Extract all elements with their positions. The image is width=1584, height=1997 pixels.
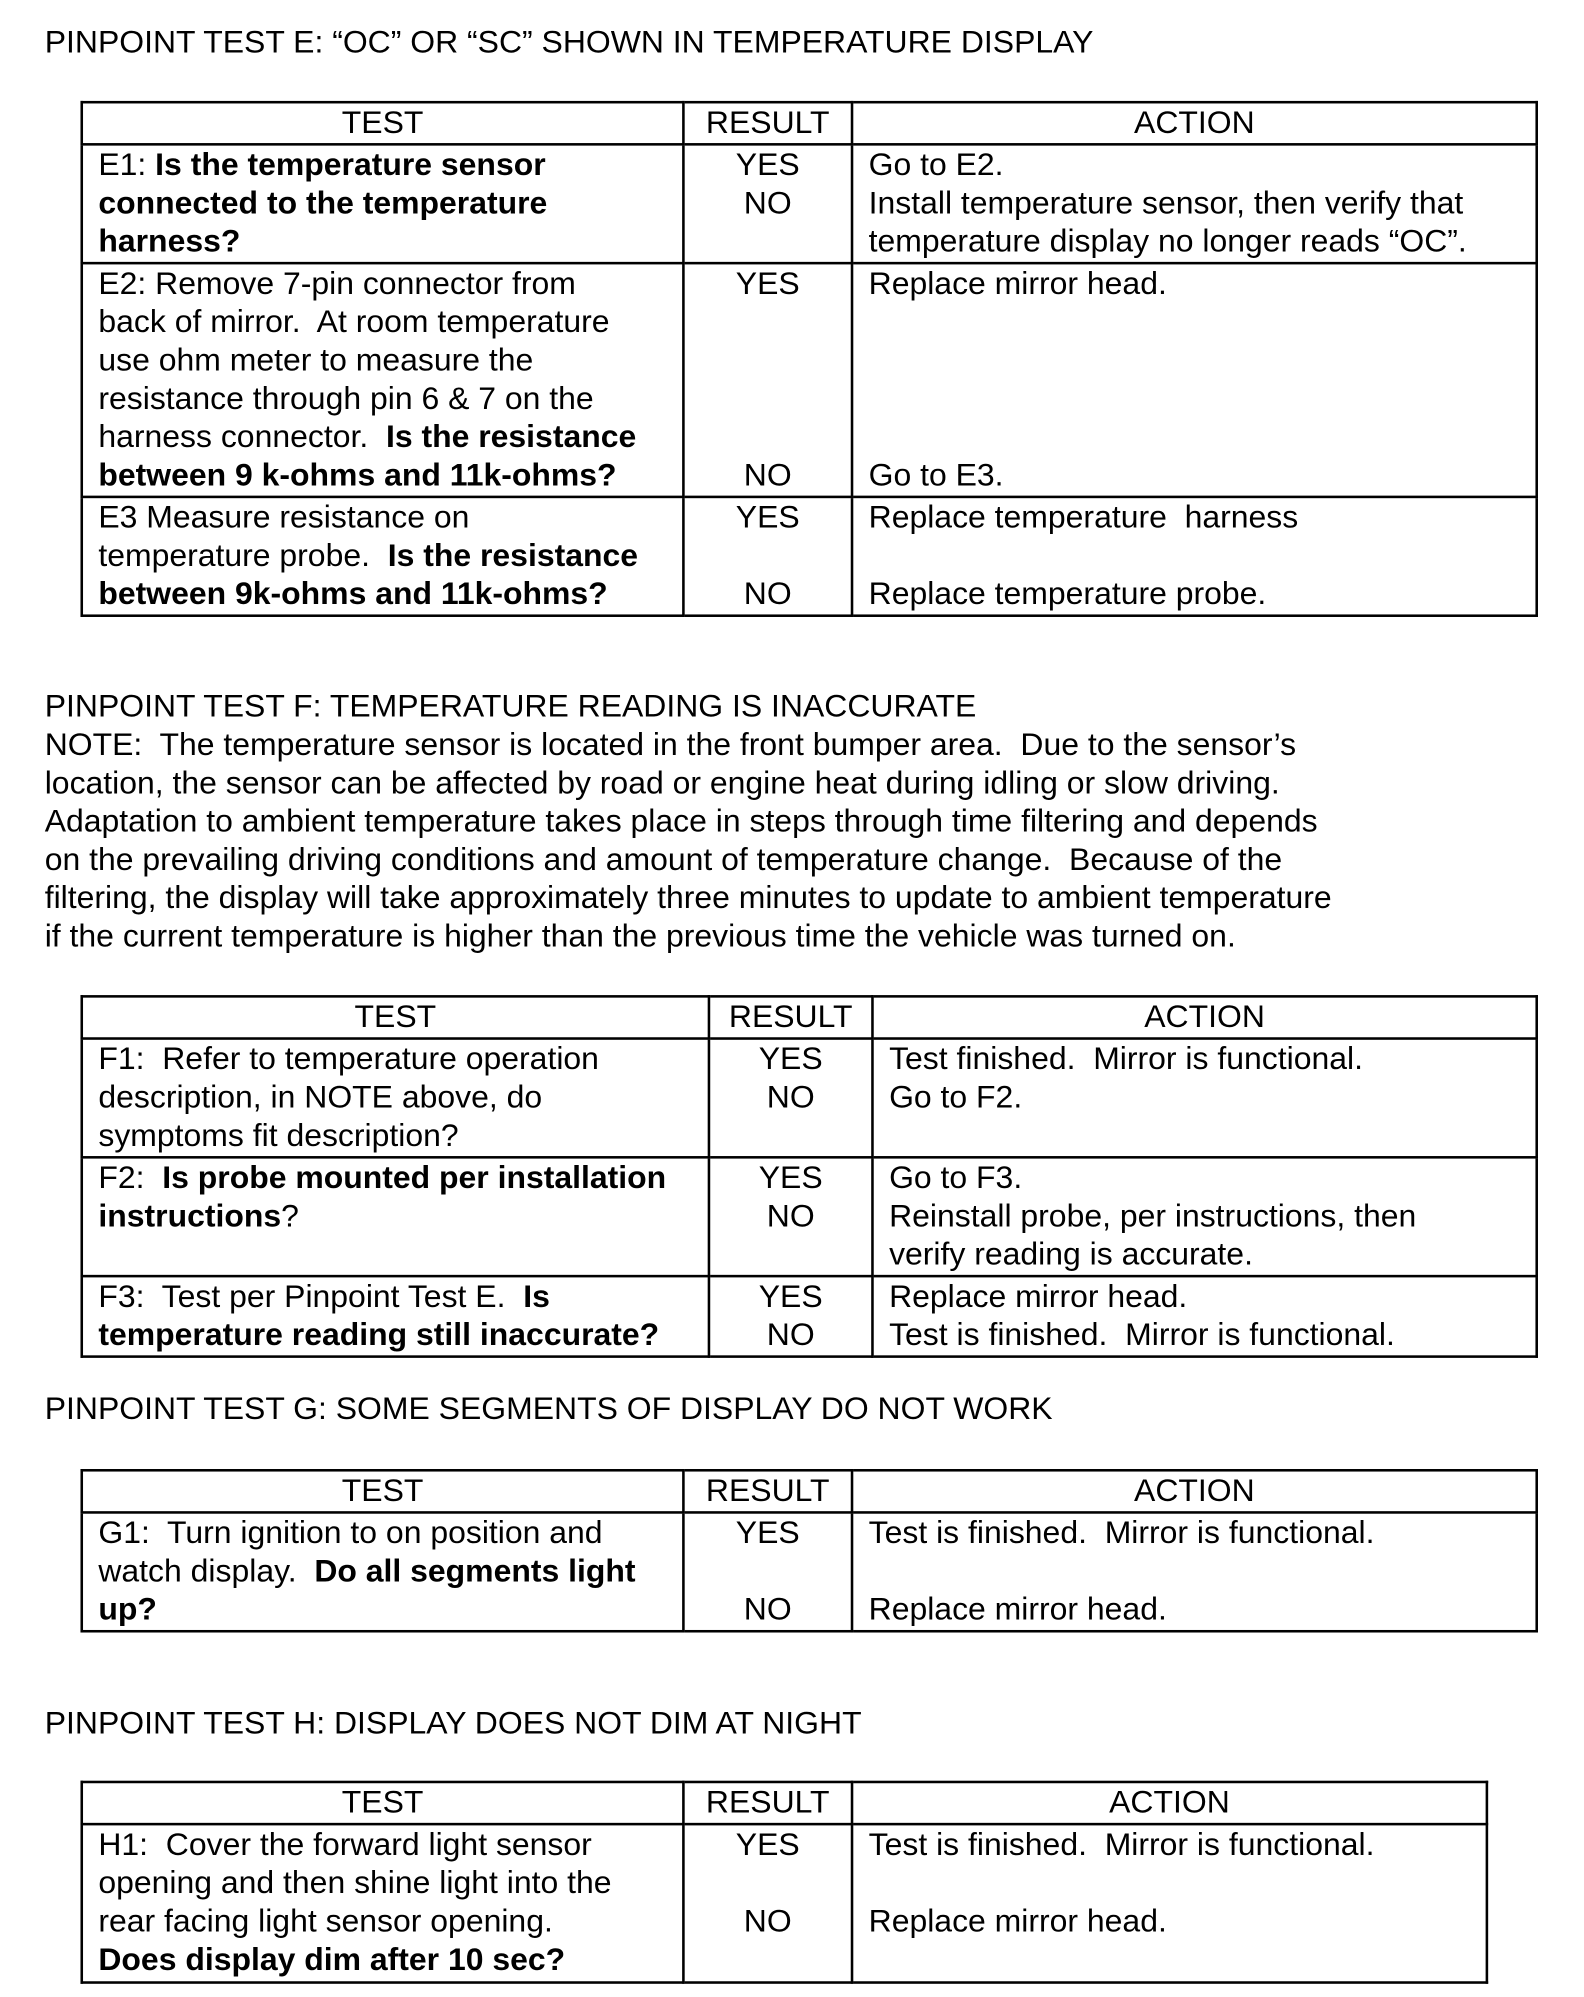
result-value [685, 537, 851, 575]
section-title: PINPOINT TEST E: “OC” OR “SC” SHOWN IN TEMPERATURE DISPLAY [44, 24, 1094, 61]
action-line: Reinstall probe, per instructions, then [889, 1198, 1417, 1234]
test-line [98, 1277, 707, 1315]
action-line: Go to F2. [889, 1079, 1023, 1116]
section-title: PINPOINT TEST F: TEMPERATURE READING IS INACCURATE [44, 688, 977, 725]
header-test: TEST [82, 996, 709, 1038]
table-row [82, 497, 1537, 616]
action-line [869, 379, 1536, 417]
header-test: TEST [82, 1782, 684, 1824]
pinpoint-test-table [80, 1781, 1488, 1984]
test-text: description, in NOTE above, do [98, 1079, 543, 1116]
test-cell [82, 144, 684, 263]
table-header-row [82, 996, 1537, 1038]
result-value: YES [758, 1041, 823, 1077]
section-title: PINPOINT TEST G: SOME SEGMENTS OF DISPLAY DO NOT WORK [44, 1391, 1053, 1427]
test-line [98, 418, 682, 456]
test-cell [82, 1276, 709, 1356]
result-value: NO [743, 1903, 792, 1940]
test-line [98, 1159, 707, 1197]
result-cell [683, 1512, 852, 1631]
test-text: watch display. [98, 1553, 315, 1590]
result-cell [709, 1157, 873, 1276]
test-line [98, 1552, 682, 1590]
result-cell [683, 144, 852, 263]
table-row [82, 1157, 1537, 1276]
test-line [98, 379, 682, 417]
test-cell [82, 1512, 684, 1631]
table-row [82, 1276, 1537, 1356]
note-line: if the current temperature is higher than the previous time the vehicle was turned on. [44, 918, 1236, 955]
test-text: F2: [98, 1159, 163, 1196]
bold-question: Is the temperature sensor [155, 146, 546, 183]
test-line [98, 264, 682, 302]
test-line [98, 1040, 707, 1078]
test-text: resistance through pin 6 & 7 on the [98, 380, 594, 417]
action-line: Test is finished. Mirror is functional. [868, 1514, 1375, 1551]
test-text: H1: Cover the forward light sensor [98, 1826, 592, 1863]
action-line: Go to E3. [868, 457, 1004, 494]
table-row [82, 1512, 1537, 1631]
bold-question: Is the resistance [387, 537, 639, 574]
action-line: Replace mirror head. [868, 1903, 1167, 1940]
test-text: E3 Measure resistance on [98, 499, 470, 536]
test-text: opening and then shine light into the [98, 1865, 612, 1901]
test-text: rear facing light sensor opening. [98, 1903, 553, 1940]
result-value: YES [735, 499, 800, 536]
test-cell [82, 1824, 684, 1982]
result-cell [683, 263, 852, 497]
bold-question: Does display dim after 10 sec? [98, 1941, 566, 1978]
header-result: RESULT [683, 102, 852, 144]
header-test: TEST [82, 102, 684, 144]
result-value [685, 418, 851, 456]
test-text: ? [281, 1198, 299, 1234]
test-line [98, 146, 682, 184]
action-line: Replace mirror head. [868, 1591, 1167, 1628]
test-cell [82, 263, 684, 497]
result-cell [709, 1276, 873, 1356]
action-cell [872, 1039, 1536, 1158]
test-text: G1: Turn ignition to on position and [98, 1514, 603, 1551]
test-line [98, 1940, 682, 1978]
result-value: YES [758, 1159, 823, 1196]
section-title: PINPOINT TEST H: DISPLAY DOES NOT DIM AT NIGHT [44, 1705, 862, 1742]
note-line: filtering, the display will take approximately three minutes to update to ambient temperature [44, 880, 1332, 916]
result-value: NO [743, 185, 792, 221]
test-line [98, 184, 682, 222]
table-header-row [82, 102, 1537, 144]
result-value: NO [743, 576, 792, 612]
action-cell [852, 1512, 1537, 1631]
bold-question: Is probe mounted per installation [162, 1159, 667, 1196]
bold-question: between 9 k-ohms and 11k-ohms? [98, 457, 617, 494]
test-text: use ohm meter to measure the [98, 342, 534, 379]
result-cell [683, 497, 852, 616]
action-cell [872, 1276, 1536, 1356]
result-value [685, 303, 851, 341]
action-line: Test is finished. Mirror is functional. [868, 1826, 1375, 1863]
action-line [869, 1552, 1536, 1590]
test-line [98, 222, 682, 260]
bold-question: harness? [98, 223, 241, 260]
action-cell [852, 1824, 1487, 1982]
note-line: location, the sensor can be affected by road or engine heat during idling or slow driving. [44, 765, 1280, 801]
action-cell [872, 1157, 1536, 1276]
test-line [98, 1902, 682, 1940]
header-result: RESULT [683, 1782, 852, 1824]
result-value: NO [743, 1591, 792, 1628]
header-result: RESULT [683, 1470, 852, 1512]
action-line: Install temperature sensor, then verify that [868, 185, 1464, 221]
action-line: temperature display no longer reads “OC”. [868, 223, 1467, 260]
header-action: ACTION [852, 1782, 1487, 1824]
note-line: NOTE: The temperature sensor is located in the front bumper area. Due to the sensor’s [44, 726, 1297, 763]
test-line [98, 1116, 707, 1154]
note-line: Adaptation to ambient temperature takes place in steps through time filtering and depends [44, 803, 1318, 840]
note-line: on the prevailing driving conditions and amount of temperature change. Because of the [44, 841, 1283, 878]
bold-question: temperature reading still inaccurate? [98, 1316, 660, 1353]
action-line [869, 418, 1536, 456]
note-paragraph [45, 726, 1332, 956]
table-row [82, 144, 1537, 263]
header-test: TEST [82, 1470, 684, 1512]
test-text: F1: Refer to temperature operation [98, 1041, 599, 1077]
test-line [98, 1590, 682, 1628]
action-line: Test is finished. Mirror is functional. [889, 1316, 1395, 1353]
test-text: back of mirror. At room temperature [98, 304, 610, 340]
table-row [82, 1824, 1487, 1982]
action-line [869, 1864, 1486, 1902]
test-text: E1: [98, 146, 156, 183]
table-row [82, 1039, 1537, 1158]
pinpoint-test-table [80, 1469, 1538, 1633]
action-line: Replace temperature harness [868, 499, 1299, 536]
action-line: verify reading is accurate. [889, 1236, 1253, 1273]
result-value: NO [766, 1198, 815, 1234]
table-row [82, 263, 1537, 497]
result-value: YES [758, 1278, 823, 1315]
result-value: NO [766, 1316, 815, 1353]
result-value [685, 1864, 851, 1902]
test-text: E2: Remove 7-pin connector from [98, 265, 576, 302]
pinpoint-test-table [80, 101, 1538, 617]
result-value: YES [735, 146, 800, 183]
action-line [869, 537, 1536, 575]
bold-question: Is [523, 1278, 550, 1315]
test-text: temperature probe. [98, 537, 388, 574]
table-header-row [82, 1782, 1487, 1824]
test-line [98, 456, 682, 494]
header-action: ACTION [872, 996, 1536, 1038]
result-value: NO [743, 457, 792, 494]
bold-question: Do all segments light [314, 1553, 636, 1590]
pinpoint-test-table [80, 995, 1538, 1358]
action-cell [852, 497, 1537, 616]
test-line [98, 537, 682, 575]
header-action: ACTION [852, 1470, 1537, 1512]
test-line [98, 303, 682, 341]
table-header-row [82, 1470, 1537, 1512]
test-line [98, 1078, 707, 1116]
action-line: Test finished. Mirror is functional. [889, 1041, 1363, 1077]
test-line [98, 1316, 707, 1354]
test-cell [82, 1039, 709, 1158]
result-value: YES [735, 1826, 800, 1863]
bold-question: up? [98, 1591, 157, 1628]
result-value [685, 1552, 851, 1590]
bold-question: connected to the temperature [98, 185, 548, 221]
header-action: ACTION [852, 102, 1537, 144]
result-value [685, 379, 851, 417]
header-result: RESULT [709, 996, 873, 1038]
result-cell [709, 1039, 873, 1158]
test-line [98, 1825, 682, 1863]
action-line: Go to F3. [889, 1159, 1023, 1196]
test-cell [82, 497, 684, 616]
test-line [98, 341, 682, 379]
result-value: YES [735, 1514, 800, 1551]
result-value [685, 222, 851, 260]
bold-question: instructions [98, 1198, 282, 1234]
result-value: NO [766, 1079, 815, 1116]
result-value: YES [735, 265, 800, 302]
bold-question: Is the resistance [385, 418, 637, 455]
result-cell [683, 1824, 852, 1982]
action-line: Replace temperature probe. [868, 576, 1267, 612]
test-line [98, 498, 682, 536]
test-line [98, 1514, 682, 1552]
action-cell [852, 144, 1537, 263]
test-text: F3: Test per Pinpoint Test E. [98, 1278, 524, 1315]
test-text: symptoms fit description? [98, 1117, 459, 1154]
action-line [869, 341, 1536, 379]
test-line [98, 1864, 682, 1902]
action-line: Go to E2. [868, 146, 1004, 183]
test-cell [82, 1157, 709, 1276]
test-line [98, 1197, 707, 1235]
action-line: Replace mirror head. [889, 1278, 1188, 1315]
bold-question: between 9k-ohms and 11k-ohms? [98, 576, 608, 612]
action-cell [852, 263, 1537, 497]
action-line [869, 303, 1536, 341]
test-line [98, 575, 682, 613]
action-line: Replace mirror head. [868, 265, 1167, 302]
test-text: harness connector. [98, 418, 386, 455]
result-value [685, 341, 851, 379]
